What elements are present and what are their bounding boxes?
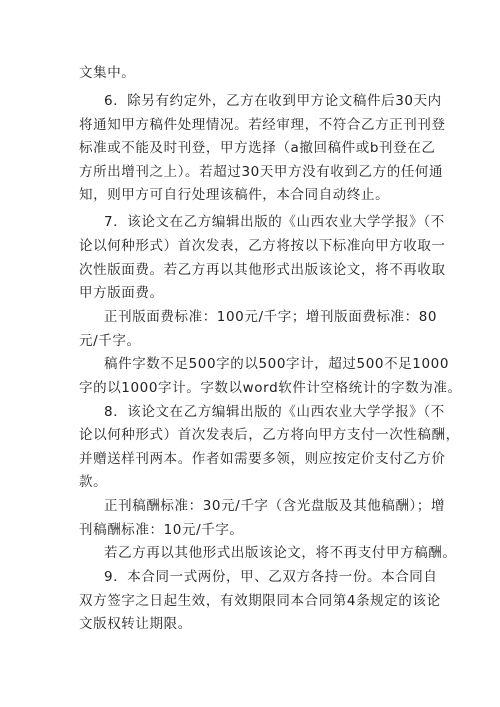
clause-8-heading-line: 8．该论文在乙方编辑出版的《山西农业大学学报》（不 — [104, 404, 445, 420]
text-line: 次性版面费。若乙方再以其他形式出版该论文，将不再收取 — [79, 262, 446, 278]
text-line: 甲方版面费。 — [79, 285, 164, 301]
text-line: 款。 — [79, 474, 108, 490]
text-line: 标准或不能及时刊登，甲方选择（a撤回稿件或b刊登在乙 — [79, 140, 436, 156]
word-count-rule-line: 稿件字数不足500字的以500字计，超过500不足1000 — [104, 356, 450, 372]
text-line: 论以何种形式）首次发表，乙方将按以下标准向甲方收取一 — [79, 238, 446, 254]
remuneration-standard-line: 正刊稿酬标准：30元/千字（含光盘版及其他稿酬）；增 — [104, 498, 446, 514]
text-line: 文集中。 — [79, 65, 136, 81]
text-line: 元/千字。 — [79, 333, 141, 349]
text-line: 将通知甲方稿件处理情况。若经审理，不符合乙方正刊刊登 — [79, 117, 446, 133]
text-line: 字的以1000字计。字数以word软件计空格统计的字数为准。 — [79, 380, 462, 396]
text-line: 知，则甲方可自行处理该稿件，本合同自动终止。 — [79, 187, 390, 203]
page-fee-standard-line: 正刊版面费标准：100元/千字；增刊版面费标准：80 — [104, 309, 438, 325]
text-line: 双方签字之日起生效，有效期限同本合同第4条规定的该论 — [79, 593, 441, 609]
text-line: 文版权转让期限。 — [79, 616, 192, 632]
text-line: 方所出增刊之上）。若超过30天甲方没有收到乙方的任何通 — [79, 164, 444, 180]
clause-7-heading-line: 7．该论文在乙方编辑出版的《山西农业大学学报》（不 — [104, 214, 445, 230]
clause-6-heading-line: 6．除另有约定外，乙方在收到甲方论文稿件后30天内 — [104, 93, 442, 109]
republication-rule-line: 若乙方再以其他形式出版该论文，将不再支付甲方稿酬。 — [104, 545, 457, 561]
text-line: 并赠送样刊两本。作者如需要多领，则应按定价支付乙方价 — [79, 451, 446, 467]
text-line: 刊稿酬标准：10元/千字。 — [79, 522, 244, 538]
text-line: 论以何种形式）首次发表后，乙方将向甲方支付一次性稿酬， — [79, 427, 460, 443]
clause-9-heading-line: 9．本合同一式两份，甲、乙双方各持一份。本合同自 — [104, 569, 438, 585]
